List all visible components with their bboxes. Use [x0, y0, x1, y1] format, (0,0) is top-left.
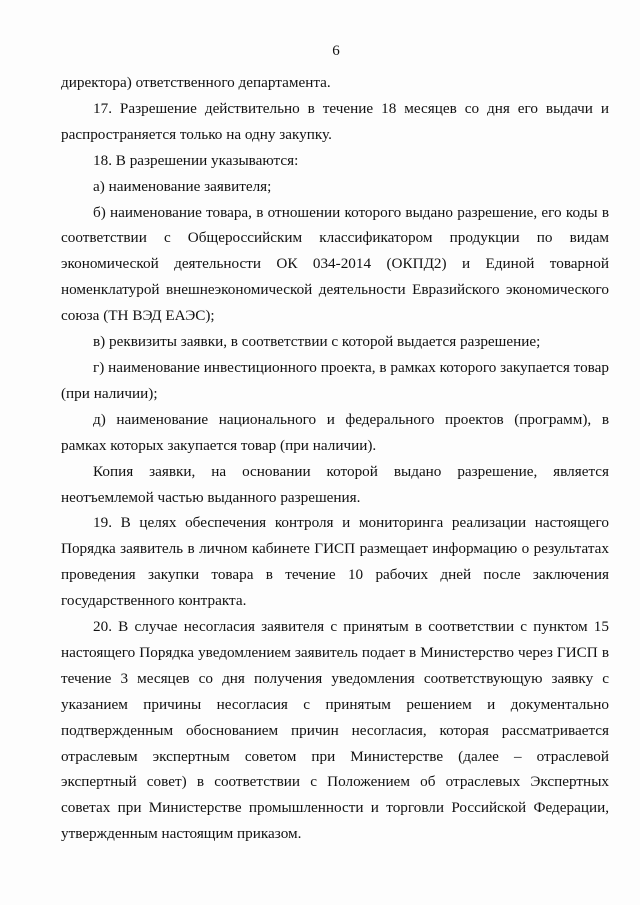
paragraph-continuation: директора) ответственного департамента. [61, 74, 331, 91]
paragraph-18-a: а) наименование заявителя; [93, 177, 272, 195]
document-body [61, 70, 609, 847]
paragraph-18-d: д) наименование национального и федерального проектов (программ), в рамках которых закупается товар (при наличии). [61, 410, 609, 454]
paragraph-18-g: г) наименование инвестиционного проекта, в рамках которого закупается товар (при наличии); [61, 358, 609, 402]
paragraph-18: 18. В разрешении указываются: [93, 151, 299, 169]
paragraph-copy-note: Копия заявки, на основании которой выдано разрешение, является неотъемлемой частью выданного разрешения. [61, 462, 609, 506]
paragraph-20: 20. В случае несогласия заявителя с принятым в соответствии с пунктом 15 настоящего Порядка уведомлением заявитель подает в Министерство через ГИСП в течение 3 месяцев со дня получения уведомления соответствующую заявку с указанием причины несогласия с принятым решением и документально подтвержденным обоснованием причин несогласия, которая рассматривается отраслевым экспертным советом при Министерстве (далее – отраслевой экспертный совет) в соответствии с Положением об отраслевых Экспертных советах при Министерстве промышленности и торговли Российской Федерации, утвержденным настоящим приказом. [61, 618, 609, 843]
paragraph-18-v: в) реквизиты заявки, в соответствии с которой выдается разрешение; [93, 333, 541, 351]
page-number: 6 [332, 43, 340, 59]
paragraph-18-b: б) наименование товара, в отношении которого выдано разрешение, его коды в соответствии с Общероссийским классификатором продукции по видам экономической деятельности ОК 034-2014 (ОКПД2) и Единой товарной номенклатурой внешнеэкономической деятельности Евразийского экономического союза (ТН ВЭД ЕАЭС); [61, 203, 609, 325]
paragraph-17: 17. Разрешение действительно в течение 18 месяцев со дня его выдачи и распространяется только на одну закупку. [61, 99, 609, 143]
paragraph-19: 19. В целях обеспечения контроля и мониторинга реализации настоящего Порядка заявитель в личном кабинете ГИСП размещает информацию о результатах проведения закупки товара в течение 10 рабочих дней после заключения государственного контракта. [61, 514, 609, 610]
